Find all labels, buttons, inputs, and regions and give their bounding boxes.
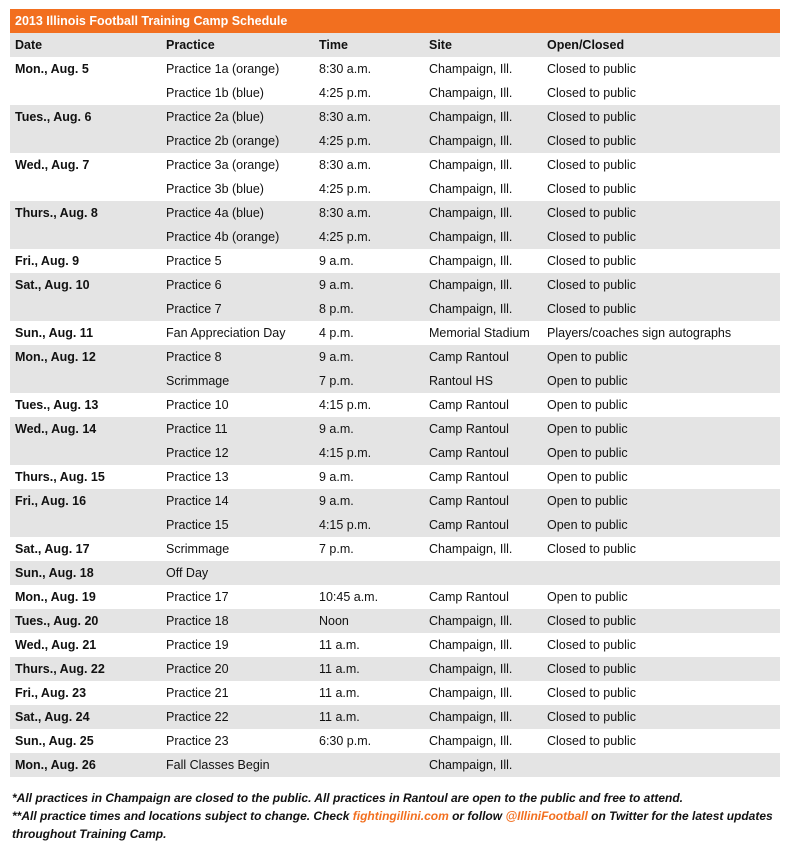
practice-cell: Scrimmage — [161, 369, 314, 393]
schedule-title: 2013 Illinois Football Training Camp Schedule — [10, 9, 780, 33]
site-cell: Champaign, Ill. — [424, 657, 542, 681]
table-row — [10, 345, 780, 369]
practice-cell: Practice 17 — [166, 590, 229, 604]
status-cell: Open to public — [542, 441, 780, 465]
status-cell — [542, 753, 780, 777]
time-cell: 11 a.m. — [314, 657, 424, 681]
time-cell: 4:25 p.m. — [314, 129, 424, 153]
table-row — [10, 201, 780, 225]
site-cell: Camp Rantoul — [424, 345, 542, 369]
time-cell: 4 p.m. — [319, 326, 354, 340]
table-row — [10, 57, 780, 81]
time-cell: 11 a.m. — [314, 705, 424, 729]
site-cell: Champaign, Ill. — [424, 705, 542, 729]
time-cell: 9 a.m. — [314, 273, 424, 297]
table-row — [10, 417, 780, 441]
practice-cell: Practice 4a (blue) — [161, 201, 314, 225]
column-header-time: Time — [314, 33, 424, 57]
footnote-3: throughout Training Camp. — [12, 827, 167, 841]
time-cell: 10:45 a.m. — [319, 590, 379, 604]
practice-cell: Practice 4b (orange) — [161, 225, 314, 249]
column-header-status: Open/Closed — [542, 33, 780, 57]
status-cell: Closed to public — [547, 158, 636, 172]
status-cell: Closed to public — [542, 297, 780, 321]
column-header-site: Site — [424, 33, 542, 57]
time-cell: 11 a.m. — [319, 638, 360, 652]
time-cell: 4:25 p.m. — [319, 86, 372, 100]
practice-cell: Practice 6 — [161, 273, 314, 297]
date-cell: Fri., Aug. 23 — [15, 686, 87, 700]
date-cell: Sat., Aug. 10 — [10, 273, 161, 321]
practice-cell: Practice 3b (blue) — [166, 182, 264, 196]
status-cell: Closed to public — [542, 609, 780, 633]
table-row — [10, 153, 780, 177]
status-cell: Closed to public — [547, 86, 636, 100]
practice-cell: Practice 22 — [161, 705, 314, 729]
site-cell: Champaign, Ill. — [429, 158, 513, 172]
practice-cell: Practice 5 — [166, 254, 222, 268]
footnotes — [12, 789, 782, 843]
twitter-handle-link[interactable]: @IlliniFootball — [505, 809, 588, 823]
practice-cell: Practice 12 — [161, 441, 314, 465]
time-cell: 8:30 a.m. — [319, 158, 372, 172]
table-row — [10, 633, 780, 657]
practice-cell: Practice 13 — [166, 470, 229, 484]
status-cell: Open to public — [542, 369, 780, 393]
status-cell: Closed to public — [542, 129, 780, 153]
date-cell: Wed., Aug. 7 — [15, 158, 90, 172]
site-cell: Champaign, Ill. — [429, 62, 513, 76]
table-row — [10, 657, 780, 681]
site-cell: Champaign, Ill. — [429, 542, 513, 556]
practice-cell: Practice 21 — [166, 686, 229, 700]
practice-cell: Practice 20 — [161, 657, 314, 681]
site-cell: Champaign, Ill. — [424, 753, 542, 777]
status-cell: Open to public — [547, 470, 628, 484]
footnote-2-middle: or follow — [448, 809, 506, 823]
site-cell: Champaign, Ill. — [424, 225, 542, 249]
site-cell: Camp Rantoul — [429, 398, 509, 412]
time-cell: 9 a.m. — [314, 489, 424, 513]
site-cell: Camp Rantoul — [424, 513, 542, 537]
status-cell: Closed to public — [547, 182, 636, 196]
date-cell: Fri., Aug. 9 — [15, 254, 80, 268]
date-cell: Tues., Aug. 20 — [10, 609, 161, 633]
time-cell: 4:25 p.m. — [319, 182, 372, 196]
table-row — [10, 681, 780, 705]
practice-cell: Practice 8 — [161, 345, 314, 369]
footnote-2-text: **All practice times and locations subject to change. Check — [12, 809, 353, 823]
site-cell: Champaign, Ill. — [429, 734, 513, 748]
status-cell: Closed to public — [547, 638, 636, 652]
practice-cell: Practice 23 — [166, 734, 229, 748]
site-cell: Champaign, Ill. — [429, 86, 513, 100]
practice-cell: Practice 1b (blue) — [166, 86, 264, 100]
table-row — [10, 489, 780, 513]
practice-cell: Practice 14 — [161, 489, 314, 513]
practice-cell: Practice 18 — [161, 609, 314, 633]
time-cell: 9 a.m. — [319, 254, 354, 268]
time-cell — [314, 753, 424, 777]
site-cell: Camp Rantoul — [424, 441, 542, 465]
practice-cell: Practice 10 — [166, 398, 229, 412]
date-cell: Mon., Aug. 12 — [10, 345, 161, 393]
table-row — [10, 609, 780, 633]
time-cell: 9 a.m. — [319, 470, 354, 484]
status-cell: Closed to public — [547, 254, 636, 268]
site-cell: Memorial Stadium — [429, 326, 530, 340]
practice-cell: Practice 11 — [161, 417, 314, 441]
practice-cell: Practice 1a (orange) — [166, 62, 280, 76]
schedule-container — [10, 9, 780, 777]
practice-cell: Practice 2b (orange) — [161, 129, 314, 153]
site-cell: Champaign, Ill. — [424, 273, 542, 297]
time-cell: 6:30 p.m. — [319, 734, 372, 748]
table-row — [10, 465, 780, 489]
site-cell: Camp Rantoul — [429, 590, 509, 604]
site-cell: Camp Rantoul — [424, 417, 542, 441]
site-cell: Champaign, Ill. — [424, 609, 542, 633]
time-cell: 8:30 a.m. — [314, 201, 424, 225]
table-row — [10, 249, 780, 273]
table-row — [10, 537, 780, 561]
site-cell: Rantoul HS — [424, 369, 542, 393]
date-cell: Sat., Aug. 24 — [10, 705, 161, 729]
date-cell: Mon., Aug. 26 — [10, 753, 161, 777]
status-cell: Closed to public — [542, 105, 780, 129]
status-cell: Open to public — [542, 513, 780, 537]
date-cell: Tues., Aug. 13 — [15, 398, 99, 412]
practice-cell: Scrimmage — [166, 542, 230, 556]
time-cell: 4:25 p.m. — [314, 225, 424, 249]
site-cell: Champaign, Ill. — [429, 686, 513, 700]
status-cell: Open to public — [547, 590, 628, 604]
practice-cell: Practice 19 — [166, 638, 229, 652]
practice-cell: Off Day — [161, 561, 314, 585]
site-cell: Champaign, Ill. — [429, 638, 513, 652]
time-cell: 4:15 p.m. — [314, 441, 424, 465]
site-cell: Champaign, Ill. — [424, 297, 542, 321]
site-cell — [424, 561, 542, 585]
status-cell: Players/coaches sign autographs — [547, 326, 732, 340]
table-row — [10, 585, 780, 609]
table-header-row — [10, 33, 780, 57]
table-row — [10, 729, 780, 753]
date-cell: Sun., Aug. 18 — [10, 561, 161, 585]
column-header-practice: Practice — [161, 33, 314, 57]
time-cell: Noon — [314, 609, 424, 633]
table-row — [10, 705, 780, 729]
date-cell: Mon., Aug. 19 — [15, 590, 96, 604]
time-cell — [314, 561, 424, 585]
status-cell: Closed to public — [547, 542, 636, 556]
column-header-date: Date — [10, 33, 161, 57]
site-cell: Champaign, Ill. — [424, 129, 542, 153]
status-cell: Open to public — [542, 489, 780, 513]
table-row — [10, 321, 780, 345]
status-cell: Closed to public — [547, 734, 636, 748]
practice-cell: Fan Appreciation Day — [166, 326, 286, 340]
time-cell: 7 p.m. — [314, 369, 424, 393]
practice-cell: Fall Classes Begin — [161, 753, 314, 777]
time-cell: 9 a.m. — [314, 417, 424, 441]
status-cell: Closed to public — [547, 62, 636, 76]
time-cell: 8:30 a.m. — [319, 62, 372, 76]
date-cell: Wed., Aug. 14 — [10, 417, 161, 465]
fightingillini-link[interactable]: fightingillini.com — [352, 809, 449, 823]
schedule-table — [10, 33, 780, 777]
date-cell: Sun., Aug. 11 — [15, 326, 94, 340]
footnote-2-end: on Twitter for the latest updates — [587, 809, 773, 823]
table-row — [10, 273, 780, 297]
table-row — [10, 753, 780, 777]
time-cell: 9 a.m. — [314, 345, 424, 369]
date-cell: Mon., Aug. 5 — [15, 62, 89, 76]
footnote-2 — [12, 807, 782, 825]
date-cell: Fri., Aug. 16 — [10, 489, 161, 537]
footnote-1: *All practices in Champaign are closed to the public. All practices in Rantoul are open to the public and free to attend. — [12, 791, 684, 805]
site-cell: Camp Rantoul — [429, 470, 509, 484]
status-cell: Open to public — [542, 345, 780, 369]
time-cell: 4:15 p.m. — [319, 398, 372, 412]
date-cell: Tues., Aug. 6 — [10, 105, 161, 153]
status-cell: Closed to public — [542, 273, 780, 297]
site-cell: Champaign, Ill. — [429, 182, 513, 196]
status-cell: Closed to public — [547, 686, 636, 700]
table-row — [10, 105, 780, 129]
table-row — [10, 561, 780, 585]
site-cell: Camp Rantoul — [424, 489, 542, 513]
status-cell — [542, 561, 780, 585]
time-cell: 7 p.m. — [319, 542, 354, 556]
site-cell: Champaign, Ill. — [429, 254, 513, 268]
practice-cell: Practice 15 — [161, 513, 314, 537]
schedule-body — [10, 57, 780, 777]
time-cell: 4:15 p.m. — [314, 513, 424, 537]
practice-cell: Practice 7 — [161, 297, 314, 321]
status-cell: Closed to public — [542, 705, 780, 729]
time-cell: 8:30 a.m. — [314, 105, 424, 129]
date-cell: Sat., Aug. 17 — [15, 542, 90, 556]
status-cell: Closed to public — [542, 657, 780, 681]
date-cell: Thurs., Aug. 8 — [10, 201, 161, 249]
site-cell: Champaign, Ill. — [424, 201, 542, 225]
status-cell: Closed to public — [542, 225, 780, 249]
status-cell: Closed to public — [542, 201, 780, 225]
status-cell: Open to public — [542, 417, 780, 441]
date-cell: Wed., Aug. 21 — [15, 638, 97, 652]
practice-cell: Practice 3a (orange) — [166, 158, 280, 172]
site-cell: Champaign, Ill. — [424, 105, 542, 129]
time-cell: 8 p.m. — [314, 297, 424, 321]
table-row — [10, 393, 780, 417]
status-cell: Open to public — [547, 398, 628, 412]
practice-cell: Practice 2a (blue) — [161, 105, 314, 129]
date-cell: Sun., Aug. 25 — [15, 734, 94, 748]
date-cell: Thurs., Aug. 15 — [15, 470, 105, 484]
date-cell: Thurs., Aug. 22 — [10, 657, 161, 681]
time-cell: 11 a.m. — [319, 686, 360, 700]
